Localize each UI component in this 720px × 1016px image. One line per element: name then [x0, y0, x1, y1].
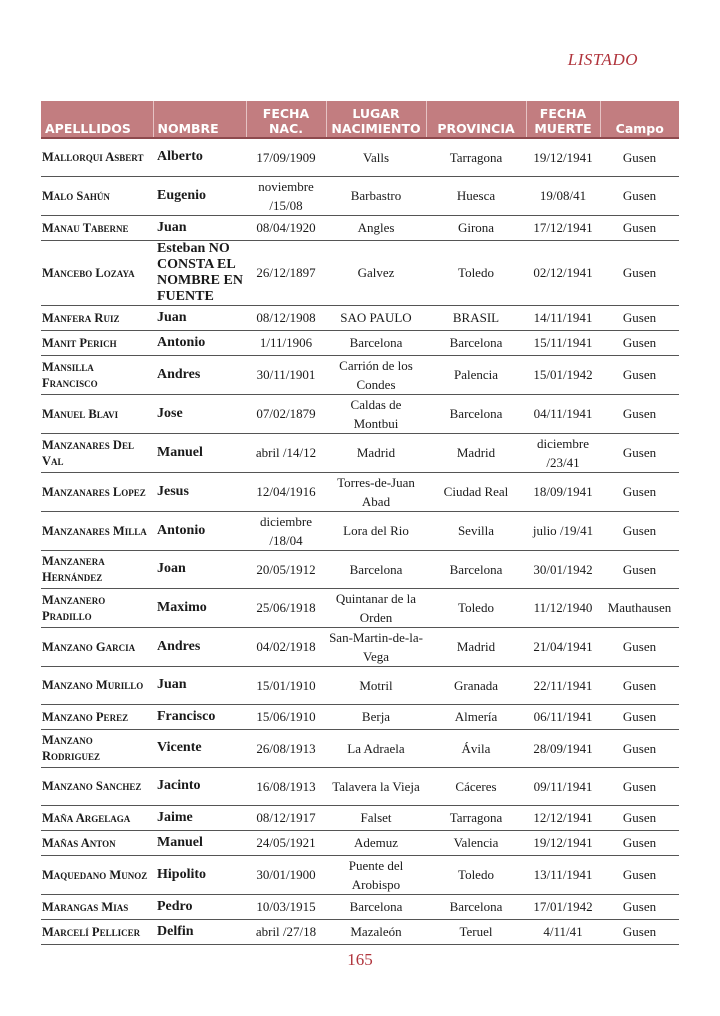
name-cell: Andres — [153, 627, 246, 666]
name-cell: Manuel — [153, 433, 246, 472]
birthplace-cell: Barcelona — [326, 330, 426, 355]
province-cell: Toledo — [426, 588, 526, 627]
surname-cell: Maña Argelaga — [41, 805, 153, 830]
birth-date-cell: diciembre /18/04 — [246, 511, 326, 550]
death-date-cell: 04/11/1941 — [526, 394, 600, 433]
surname-cell: Manuel Blavi — [41, 394, 153, 433]
name-cell: Joan — [153, 550, 246, 588]
surname-cell: Manzano Murillo — [41, 666, 153, 704]
province-cell: Granada — [426, 666, 526, 704]
camp-cell: Gusen — [600, 138, 679, 176]
camp-cell: Gusen — [600, 240, 679, 305]
death-date-cell: 12/12/1941 — [526, 805, 600, 830]
table-row — [41, 919, 679, 944]
name-cell: Antonio — [153, 511, 246, 550]
death-date-cell: julio /19/41 — [526, 511, 600, 550]
surname-cell: Manzanero Pradillo — [41, 588, 153, 627]
birth-date-cell: noviembre /15/08 — [246, 176, 326, 215]
death-date-cell: 15/01/1942 — [526, 355, 600, 394]
province-cell: Ávila — [426, 729, 526, 767]
birth-date-cell: 26/12/1897 — [246, 240, 326, 305]
name-cell: Francisco — [153, 704, 246, 729]
birthplace-cell: Barcelona — [326, 894, 426, 919]
surname-cell: Mancebo Lozaya — [41, 240, 153, 305]
province-cell: Madrid — [426, 433, 526, 472]
birth-date-cell: 24/05/1921 — [246, 830, 326, 855]
table-body — [41, 138, 679, 944]
birthplace-cell: SAO PAULO — [326, 305, 426, 330]
deportees-table — [41, 101, 679, 945]
birthplace-cell: Quintanar de la Orden — [326, 588, 426, 627]
surname-cell: Maquedano Munoz — [41, 855, 153, 894]
surname-cell: Manzano Perez — [41, 704, 153, 729]
surname-cell: Manzano Sanchez — [41, 767, 153, 805]
table-row — [41, 394, 679, 433]
page-number: 165 — [347, 950, 373, 969]
column-header-fecha-muerte: FECHA MUERTE — [526, 101, 600, 138]
death-date-cell: 4/11/41 — [526, 919, 600, 944]
birthplace-cell: Berja — [326, 704, 426, 729]
death-date-cell: 13/11/1941 — [526, 855, 600, 894]
surname-cell: Manit Perich — [41, 330, 153, 355]
camp-cell: Gusen — [600, 305, 679, 330]
province-cell: Palencia — [426, 355, 526, 394]
surname-cell: Manzanares Del Val — [41, 433, 153, 472]
name-cell: Andres — [153, 355, 246, 394]
surname-cell: Mañas Anton — [41, 830, 153, 855]
birthplace-cell: Motril — [326, 666, 426, 704]
birthplace-cell: Falset — [326, 805, 426, 830]
birth-date-cell: abril /14/12 — [246, 433, 326, 472]
birthplace-cell: Barbastro — [326, 176, 426, 215]
province-cell: Barcelona — [426, 394, 526, 433]
birth-date-cell: 08/12/1908 — [246, 305, 326, 330]
column-header-nombre: NOMBRE — [153, 101, 246, 138]
death-date-cell: 22/11/1941 — [526, 666, 600, 704]
name-cell: Jaime — [153, 805, 246, 830]
birth-date-cell: 1/11/1906 — [246, 330, 326, 355]
name-cell: Juan — [153, 305, 246, 330]
birthplace-cell: Carrión de los Condes — [326, 355, 426, 394]
province-cell: Toledo — [426, 240, 526, 305]
name-cell: Hipolito — [153, 855, 246, 894]
column-header-provincia: PROVINCIA — [426, 101, 526, 138]
table-row — [41, 472, 679, 511]
table-row — [41, 894, 679, 919]
running-title: LISTADO — [567, 50, 638, 69]
table-row — [41, 830, 679, 855]
name-cell: Maximo — [153, 588, 246, 627]
name-cell: Jesus — [153, 472, 246, 511]
camp-cell: Gusen — [600, 511, 679, 550]
name-cell: Manuel — [153, 830, 246, 855]
death-date-cell: 11/12/1940 — [526, 588, 600, 627]
camp-cell: Gusen — [600, 830, 679, 855]
birth-date-cell: 16/08/1913 — [246, 767, 326, 805]
camp-cell: Gusen — [600, 330, 679, 355]
province-cell: Barcelona — [426, 894, 526, 919]
surname-cell: Malo Sahún — [41, 176, 153, 215]
province-cell: Toledo — [426, 855, 526, 894]
camp-cell: Mauthausen — [600, 588, 679, 627]
table-row — [41, 666, 679, 704]
camp-cell: Gusen — [600, 176, 679, 215]
camp-cell: Gusen — [600, 627, 679, 666]
table-row — [41, 550, 679, 588]
death-date-cell: 19/12/1941 — [526, 138, 600, 176]
camp-cell: Gusen — [600, 767, 679, 805]
table-row — [41, 767, 679, 805]
column-header-lugar-nacimiento: LUGAR NACIMIENTO — [326, 101, 426, 138]
death-date-cell: 15/11/1941 — [526, 330, 600, 355]
surname-cell: Manzanares Lopez — [41, 472, 153, 511]
surname-cell: Marcelí Pellicer — [41, 919, 153, 944]
birthplace-cell: La Adraela — [326, 729, 426, 767]
death-date-cell: 30/01/1942 — [526, 550, 600, 588]
table-header-row — [41, 101, 679, 138]
birthplace-cell: Puente del Arobispo — [326, 855, 426, 894]
birthplace-cell: Torres-de-Juan Abad — [326, 472, 426, 511]
camp-cell: Gusen — [600, 433, 679, 472]
birth-date-cell: 10/03/1915 — [246, 894, 326, 919]
surname-cell: Manfera Ruiz — [41, 305, 153, 330]
table-row — [41, 729, 679, 767]
death-date-cell: 06/11/1941 — [526, 704, 600, 729]
birthplace-cell: Angles — [326, 215, 426, 240]
province-cell: Girona — [426, 215, 526, 240]
birthplace-cell: San-Martin-de-la-Vega — [326, 627, 426, 666]
surname-cell: Manzanares Milla — [41, 511, 153, 550]
surname-cell: Marangas Mias — [41, 894, 153, 919]
birth-date-cell: 26/08/1913 — [246, 729, 326, 767]
name-cell: Esteban NO CONSTA EL NOMBRE EN FUENTE — [153, 240, 246, 305]
name-cell: Alberto — [153, 138, 246, 176]
birth-date-cell: 30/01/1900 — [246, 855, 326, 894]
birth-date-cell: 04/02/1918 — [246, 627, 326, 666]
table-row — [41, 588, 679, 627]
birth-date-cell: 15/01/1910 — [246, 666, 326, 704]
birthplace-cell: Caldas de Montbui — [326, 394, 426, 433]
surname-cell: Manzanera Hernández — [41, 550, 153, 588]
birth-date-cell: 12/04/1916 — [246, 472, 326, 511]
surname-cell: Mallorqui Asbert — [41, 138, 153, 176]
birthplace-cell: Galvez — [326, 240, 426, 305]
province-cell: Madrid — [426, 627, 526, 666]
camp-cell: Gusen — [600, 919, 679, 944]
table-row — [41, 704, 679, 729]
surname-cell: Manau Taberne — [41, 215, 153, 240]
camp-cell: Gusen — [600, 855, 679, 894]
name-cell: Vicente — [153, 729, 246, 767]
birth-date-cell: 25/06/1918 — [246, 588, 326, 627]
death-date-cell: 02/12/1941 — [526, 240, 600, 305]
camp-cell: Gusen — [600, 894, 679, 919]
birthplace-cell: Ademuz — [326, 830, 426, 855]
province-cell: Almería — [426, 704, 526, 729]
death-date-cell: 14/11/1941 — [526, 305, 600, 330]
province-cell: Tarragona — [426, 138, 526, 176]
camp-cell: Gusen — [600, 704, 679, 729]
name-cell: Eugenio — [153, 176, 246, 215]
table-row — [41, 627, 679, 666]
birthplace-cell: Valls — [326, 138, 426, 176]
birthplace-cell: Mazaleón — [326, 919, 426, 944]
camp-cell: Gusen — [600, 805, 679, 830]
death-date-cell: 19/12/1941 — [526, 830, 600, 855]
table-row — [41, 215, 679, 240]
death-date-cell: diciembre /23/41 — [526, 433, 600, 472]
table-row — [41, 855, 679, 894]
camp-cell: Gusen — [600, 550, 679, 588]
birth-date-cell: 08/12/1917 — [246, 805, 326, 830]
death-date-cell: 28/09/1941 — [526, 729, 600, 767]
table-row — [41, 330, 679, 355]
province-cell: BRASIL — [426, 305, 526, 330]
province-cell: Tarragona — [426, 805, 526, 830]
birthplace-cell: Talavera la Vieja — [326, 767, 426, 805]
name-cell: Juan — [153, 666, 246, 704]
camp-cell: Gusen — [600, 394, 679, 433]
death-date-cell: 19/08/41 — [526, 176, 600, 215]
death-date-cell: 18/09/1941 — [526, 472, 600, 511]
name-cell: Antonio — [153, 330, 246, 355]
birthplace-cell: Madrid — [326, 433, 426, 472]
table-row — [41, 805, 679, 830]
death-date-cell: 17/12/1941 — [526, 215, 600, 240]
column-header-campo: Campo — [600, 101, 679, 138]
death-date-cell: 09/11/1941 — [526, 767, 600, 805]
birth-date-cell: abril /27/18 — [246, 919, 326, 944]
table-row — [41, 240, 679, 305]
province-cell: Sevilla — [426, 511, 526, 550]
province-cell: Ciudad Real — [426, 472, 526, 511]
name-cell: Juan — [153, 215, 246, 240]
camp-cell: Gusen — [600, 215, 679, 240]
birth-date-cell: 30/11/1901 — [246, 355, 326, 394]
camp-cell: Gusen — [600, 666, 679, 704]
name-cell: Delfin — [153, 919, 246, 944]
province-cell: Valencia — [426, 830, 526, 855]
death-date-cell: 17/01/1942 — [526, 894, 600, 919]
name-cell: Jose — [153, 394, 246, 433]
surname-cell: Manzano Rodriguez — [41, 729, 153, 767]
table-row — [41, 138, 679, 176]
name-cell: Pedro — [153, 894, 246, 919]
camp-cell: Gusen — [600, 729, 679, 767]
province-cell: Barcelona — [426, 330, 526, 355]
birthplace-cell: Lora del Rio — [326, 511, 426, 550]
camp-cell: Gusen — [600, 472, 679, 511]
birth-date-cell: 15/06/1910 — [246, 704, 326, 729]
province-cell: Barcelona — [426, 550, 526, 588]
column-header-fecha-nac: FECHA NAC. — [246, 101, 326, 138]
birth-date-cell: 17/09/1909 — [246, 138, 326, 176]
column-header-apellidos: APELLLIDOS — [41, 101, 153, 138]
table-row — [41, 433, 679, 472]
camp-cell: Gusen — [600, 355, 679, 394]
name-cell: Jacinto — [153, 767, 246, 805]
birth-date-cell: 20/05/1912 — [246, 550, 326, 588]
birthplace-cell: Barcelona — [326, 550, 426, 588]
province-cell: Cáceres — [426, 767, 526, 805]
death-date-cell: 21/04/1941 — [526, 627, 600, 666]
surname-cell: Manzano Garcia — [41, 627, 153, 666]
surname-cell: Mansilla Francisco — [41, 355, 153, 394]
birth-date-cell: 07/02/1879 — [246, 394, 326, 433]
table-row — [41, 176, 679, 215]
province-cell: Teruel — [426, 919, 526, 944]
table-row — [41, 305, 679, 330]
province-cell: Huesca — [426, 176, 526, 215]
table-row — [41, 355, 679, 394]
birth-date-cell: 08/04/1920 — [246, 215, 326, 240]
table-row — [41, 511, 679, 550]
